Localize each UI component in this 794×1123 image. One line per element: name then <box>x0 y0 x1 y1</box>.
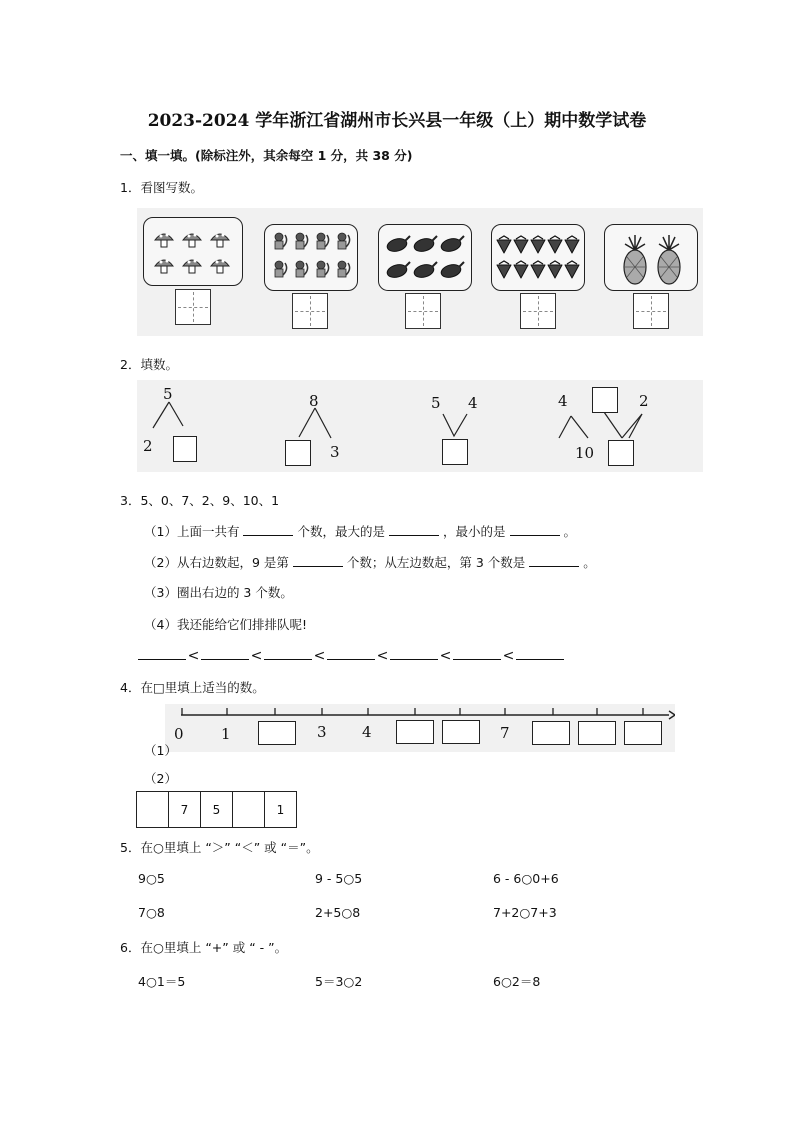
operator-item[interactable]: 5＝3○2 <box>315 974 363 989</box>
q2-label: 2．填数。 <box>120 357 178 372</box>
answer-box[interactable] <box>633 293 669 329</box>
answer-blank[interactable] <box>529 555 579 567</box>
order-blank[interactable] <box>453 648 501 660</box>
q3-part1-text-b: 个数，最大的是 <box>297 524 385 539</box>
bond1-box[interactable] <box>173 436 197 462</box>
page-title: 2023-2024 学年浙江省湖州市长兴县一年级（上）期中数学试卷 <box>147 111 647 131</box>
order-blank[interactable] <box>201 648 249 660</box>
q4-part2-label: （2） <box>144 771 177 786</box>
operator-item[interactable]: 6○2＝8 <box>493 974 541 989</box>
number-line-label: 0 <box>174 725 184 743</box>
less-than-sign: < <box>313 648 326 664</box>
compare-item[interactable]: 9 - 5○5 <box>315 871 363 886</box>
ordering-row <box>138 645 564 664</box>
strawberry-icon <box>492 225 584 290</box>
bond1-top: 5 <box>163 385 173 403</box>
compare-item[interactable]: 9○5 <box>138 871 165 886</box>
q1-group-squirrels <box>264 224 358 291</box>
answer-box[interactable] <box>292 293 328 329</box>
number-line-label: 1 <box>221 725 231 743</box>
number-line-label: 4 <box>362 723 372 741</box>
q3-part1-text-d: 。 <box>563 524 577 539</box>
q1-group-strawberries <box>491 224 585 291</box>
order-blank[interactable] <box>138 648 186 660</box>
eggplant-icon <box>379 225 471 290</box>
answer-blank[interactable] <box>510 524 560 536</box>
sequence-cell: 7 <box>169 792 201 828</box>
q3-part2-text-c: 。 <box>583 555 596 570</box>
number-line-box[interactable] <box>258 721 296 745</box>
q3-part1 <box>144 522 576 540</box>
bond4-right: 2 <box>639 392 649 410</box>
q3-part1-text-a: （1）上面一共有 <box>144 524 240 539</box>
q3-part2 <box>144 553 596 571</box>
squirrel-icon <box>265 225 357 290</box>
less-than-sign: < <box>250 648 263 664</box>
q3-part3: （3）圈出右边的 3 个数。 <box>144 585 293 600</box>
sequence-cell[interactable] <box>233 792 265 828</box>
bond2-box[interactable] <box>285 440 311 466</box>
less-than-sign: < <box>376 648 389 664</box>
bond4-left: 4 <box>558 392 568 410</box>
answer-box[interactable] <box>520 293 556 329</box>
sequence-cells <box>136 791 297 828</box>
q1-label: 1．看图写数。 <box>120 180 203 195</box>
sequence-cell[interactable] <box>137 792 169 828</box>
q4-part1-label: （1） <box>144 743 177 758</box>
compare-item[interactable]: 7○8 <box>138 905 165 920</box>
number-line-label: 7 <box>500 724 510 742</box>
answer-blank[interactable] <box>293 555 343 567</box>
sequence-cell: 1 <box>265 792 297 828</box>
bond4-top-box[interactable] <box>592 387 618 413</box>
bond2-top: 8 <box>309 392 319 410</box>
bond4-bottom-box[interactable] <box>608 440 634 466</box>
q1-group-pineapples <box>604 224 698 291</box>
less-than-sign: < <box>187 648 200 664</box>
bond2-right: 3 <box>330 443 340 461</box>
pineapple-icon <box>605 225 697 290</box>
less-than-sign: < <box>439 648 452 664</box>
order-blank[interactable] <box>390 648 438 660</box>
bond1-left: 2 <box>143 437 153 455</box>
number-line-label: 3 <box>317 723 327 741</box>
q1-group-mushrooms <box>143 217 243 286</box>
answer-blank[interactable] <box>243 524 293 536</box>
q5-label: 5．在○里填上 “＞” “＜” 或 “＝”。 <box>120 840 319 855</box>
section-heading: 一、填一填。(除标注外，其余每空 1 分，共 38 分) <box>120 148 413 163</box>
bond3-right: 4 <box>468 394 478 412</box>
q1-group-eggplants <box>378 224 472 291</box>
sequence-cell: 5 <box>201 792 233 828</box>
q3-label: 3．5、0、7、2、9、10、1 <box>120 493 280 508</box>
mushroom-icon <box>144 218 242 285</box>
answer-blank[interactable] <box>389 524 439 536</box>
q4-label: 4．在□里填上适当的数。 <box>120 680 265 695</box>
answer-box[interactable] <box>175 289 211 325</box>
compare-item[interactable]: 2+5○8 <box>315 905 361 920</box>
number-line-box[interactable] <box>532 721 570 745</box>
bond3-left: 5 <box>431 394 441 412</box>
q3-part2-text-b: 个数；从左边数起，第 3 个数是 <box>346 555 526 570</box>
bond4-total: 10 <box>575 444 595 462</box>
operator-item[interactable]: 4○1＝5 <box>138 974 186 989</box>
q3-part2-text-a: （2）从右边数起，9 是第 <box>144 555 289 570</box>
q3-part4: （4）我还能给它们排排队呢! <box>144 617 307 632</box>
q6-label: 6．在○里填上 “+” 或 “ - ”。 <box>120 940 288 955</box>
number-line-box[interactable] <box>396 720 434 744</box>
number-line-box[interactable] <box>578 721 616 745</box>
order-blank[interactable] <box>516 648 564 660</box>
compare-item[interactable]: 7+2○7+3 <box>493 905 557 920</box>
number-line-box[interactable] <box>442 720 480 744</box>
bond3-box[interactable] <box>442 439 468 465</box>
compare-item[interactable]: 6 - 6○0+6 <box>493 871 559 886</box>
q3-part1-text-c: ，最小的是 <box>442 524 506 539</box>
less-than-sign: < <box>502 648 515 664</box>
order-blank[interactable] <box>264 648 312 660</box>
number-line-box[interactable] <box>624 721 662 745</box>
answer-box[interactable] <box>405 293 441 329</box>
order-blank[interactable] <box>327 648 375 660</box>
